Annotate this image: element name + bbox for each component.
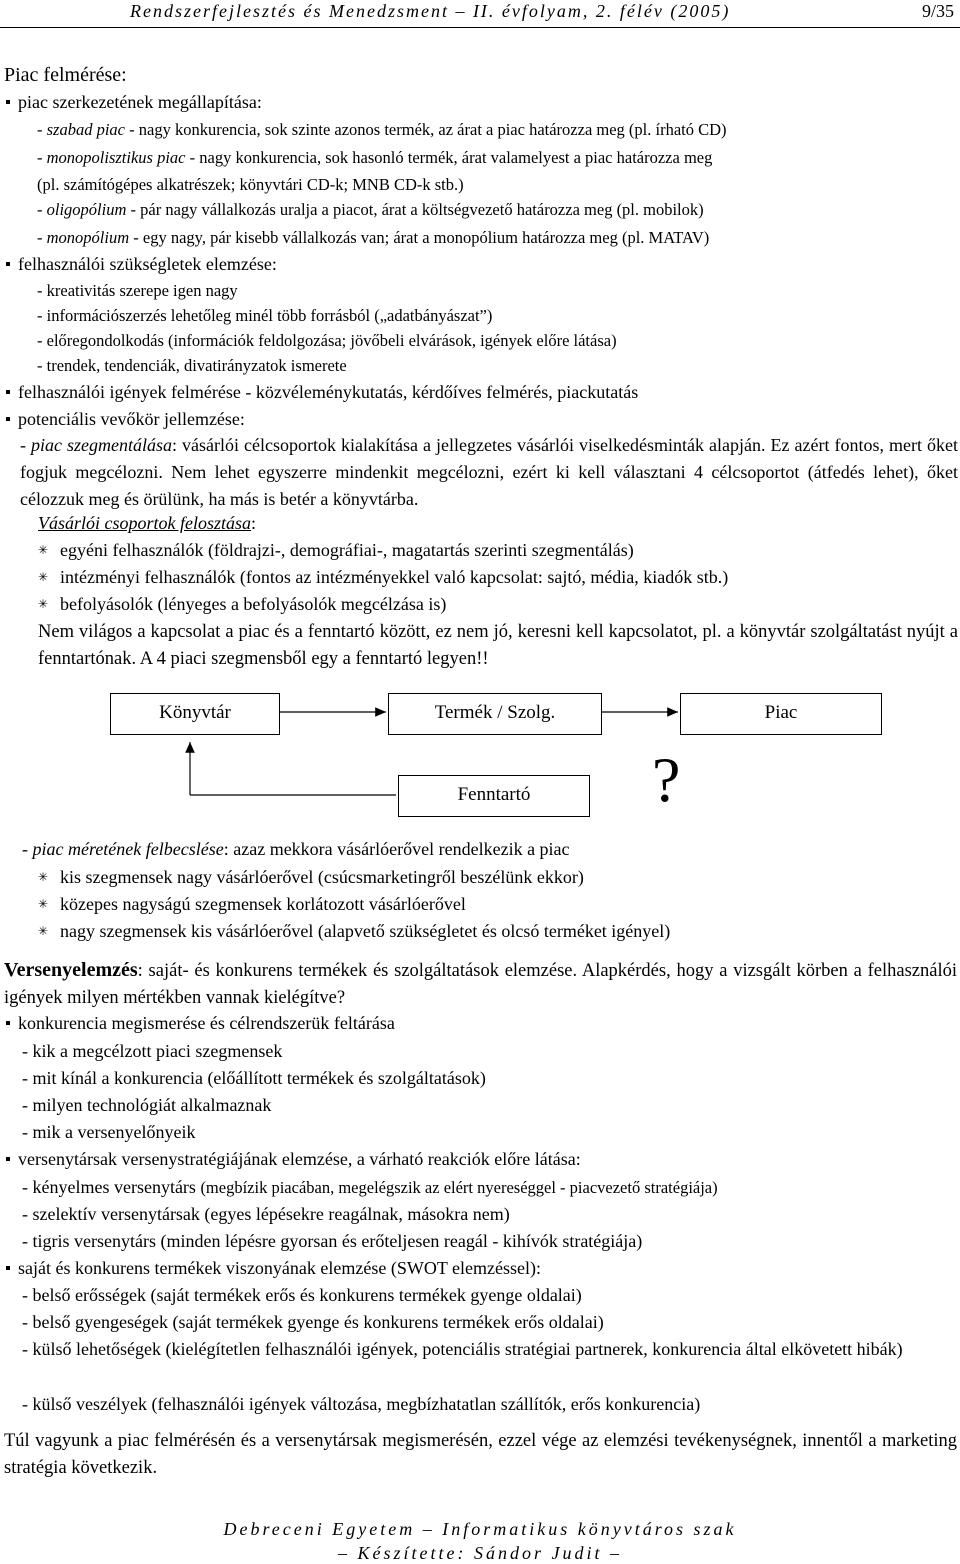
term: oligopólium xyxy=(46,200,127,219)
page-number: 9/35 xyxy=(921,1,954,21)
asterisk-icon: ✳ xyxy=(38,597,49,611)
definition: : vásárlói célcsoportok kialakítása a jellegzetes vásárlói viselkedésminták alapján. Ez azért fontos, mert őket fogjuk megcélozni. Nem lehet egyszerre mindenkit megcélozni, ezért ki kell választani 4 célcsoportot (átfedés lehet), őket célozzuk meg és örülünk, ha más is betér a könyvtárba. xyxy=(20,435,959,509)
bullet-icon xyxy=(6,1266,10,1270)
list-item: - trendek, tendenciák, divatirányzatok ismerete xyxy=(37,356,347,375)
asterisk-icon: ✳ xyxy=(38,543,49,557)
term: szabad piac xyxy=(46,120,125,139)
list-item: - belső erősségek (saját termékek erős és konkurens termékek gyenge oldalai) xyxy=(22,1285,582,1305)
list-item: - információszerzés lehetőleg minél több forrásból („adatbányászat”) xyxy=(37,306,493,325)
list-item: - tigris versenytárs (minden lépésre gyorsan és erőteljesen reagál - kihívók stratégiája) xyxy=(22,1231,643,1251)
item-text: egyéni felhasználók (földrajzi-, demográfiai-, magatartás szerinti szegmentálás) xyxy=(60,540,634,560)
bullet-competitors xyxy=(4,1012,395,1034)
market-type-free: - szabad piac - nagy konkurencia, sok szinte azonos termék, az árat a piac határozza meg (pl. írható CD) xyxy=(37,120,727,139)
bullet-user-needs xyxy=(4,253,277,275)
bullet-text: felhasználói szükségletek elemzése: xyxy=(18,254,277,274)
customer-groups-heading xyxy=(38,512,256,534)
market-type-oligopoly: - oligopólium - pár nagy vállalkozás uralja a piacot, árat a költségvezető határozza meg (pl. mobilok) xyxy=(37,200,704,219)
list-item xyxy=(38,866,584,888)
item-text: intézményi felhasználók (fontos az intézményekkel való kapcsolat: sajtó, média, kiadók stb.) xyxy=(60,567,729,587)
bullet-market-structure xyxy=(4,91,262,113)
list-item: - kik a megcélzott piaci szegmensek xyxy=(22,1041,283,1061)
intro-text: : saját- és konkurens termékek és szolgáltatások elemzése. Alapkérdés, hogy a vizsgált körben a felhasználói igények milyen mértékben vannak kielégítve? xyxy=(4,961,957,1008)
term: monopólium xyxy=(46,228,130,247)
list-item xyxy=(38,566,728,588)
bullet-icon xyxy=(6,417,10,421)
bullet-competitor-strategy xyxy=(4,1148,581,1170)
bullet-user-demands xyxy=(4,381,638,403)
relationship-diagram xyxy=(0,685,960,825)
asterisk-icon: ✳ xyxy=(38,570,49,584)
bullet-potential-customers xyxy=(4,408,245,430)
term: piac szegmentálása xyxy=(31,435,173,455)
list-item xyxy=(38,893,466,915)
item-text: - kényelmes versenytárs xyxy=(22,1177,201,1197)
footer-author: – Készítette: Sándor Judit – xyxy=(338,1543,622,1563)
definition: - nagy konkurencia, sok szinte azonos termék, az árat a piac határozza meg (pl. írható CD) xyxy=(125,120,727,139)
heading-colon: : xyxy=(251,513,257,533)
term: piac méretének felbecslése xyxy=(32,839,224,859)
bullet-text: versenytársak versenystratégiájának elemzése, a várható reakciók előre látása: xyxy=(18,1149,581,1169)
list-item xyxy=(38,920,670,942)
section-title-competition: Versenyelemzés xyxy=(4,959,138,981)
market-type-monopolistic: - monopolisztikus piac - nagy konkurencia, sok hasonló termék, árat valamelyest a piac határozza meg xyxy=(37,148,713,167)
footer-institution: Debreceni Egyetem – Informatikus könyvtáros szak xyxy=(223,1519,737,1539)
bullet-text: saját és konkurens termékek viszonyának elemzése (SWOT elemzéssel): xyxy=(18,1258,541,1278)
list-item: - előregondolkodás (információk feldolgozása; jövőbeli elvárások, igények előre látása) xyxy=(37,331,617,350)
market-type-monopoly: - monopólium - egy nagy, pár kisebb vállalkozás van; árat a monopólium határozza meg (pl. MATAV) xyxy=(37,228,710,247)
bullet-text: konkurencia megismerése és célrendszerük feltárása xyxy=(18,1013,395,1033)
item-text: kis szegmensek nagy vásárlóerővel (csúcsmarketingről beszélünk ekkor) xyxy=(60,867,584,887)
list-item xyxy=(38,593,446,615)
item-text: befolyásolók (lényeges a befolyásolók megcélzása is) xyxy=(60,594,447,614)
competition-intro xyxy=(4,957,957,1012)
term: monopolisztikus piac xyxy=(46,148,186,167)
bullet-swot xyxy=(4,1257,541,1279)
item-text: közepes nagyságú szegmensek korlátozott vásárlóerővel xyxy=(60,894,466,914)
header-title: Rendszerfejlesztés és Menedzsment – II. évfolyam, 2. félév (2005) xyxy=(130,1,731,21)
definition: - egy nagy, pár kisebb vállalkozás van; árat a monopólium határozza meg (pl. MATAV) xyxy=(129,228,710,247)
list-item: - szelektív versenytársak (egyes lépésekre reagálnak, másokra nem) xyxy=(22,1204,510,1224)
bullet-text: piac szerkezetének megállapítása: xyxy=(18,92,262,112)
list-item: - milyen technológiát alkalmaznak xyxy=(22,1095,272,1115)
box-maintainer: Fenntartó xyxy=(398,775,590,817)
list-item: - belső gyengeségek (saját termékek gyenge és konkurens termékek erős oldalai) xyxy=(22,1312,604,1332)
note-paragraph: Nem világos a kapcsolat a piac és a fenntartó között, ez nem jó, keresni kell kapcsolatot, pl. a könyvtár szolgáltatást nyújt a fenntartónak. A 4 piaci szegmensből egy a fenntartó legyen!! xyxy=(38,622,958,669)
page-header xyxy=(0,0,960,26)
item-detail: (megbízik piacában, megelégszik az elért nyereséggel - piacvezető stratégiája) xyxy=(200,1178,718,1197)
header-rule xyxy=(0,27,960,28)
item-text: nagy szegmensek kis vásárlóerővel (alapvető szükségletet és olcsó terméket igényel) xyxy=(60,921,671,941)
definition: - pár nagy vállalkozás uralja a piacot, árat a költségvezető határozza meg (pl. mobilok) xyxy=(126,200,704,219)
list-item: - külső lehetőségek (kielégítetlen felhasználói igények, potenciális stratégiai partnerek, konkurencia által elkövetett hibák) xyxy=(22,1339,903,1359)
definition: - nagy konkurencia, sok hasonló termék, árat valamelyest a piac határozza meg xyxy=(185,148,713,167)
market-size-heading: - piac méretének felbecslése: azaz mekkora vásárlóerővel rendelkezik a piac xyxy=(22,839,570,859)
bullet-icon xyxy=(6,1021,10,1025)
bullet-icon xyxy=(6,390,10,394)
heading-text: Vásárlói csoportok felosztása xyxy=(38,513,252,533)
market-type-monopolistic-cont: (pl. számítógépes alkatrészek; könyvtári CD-k; MNB CD-k stb.) xyxy=(37,175,464,194)
list-item xyxy=(38,539,634,561)
bullet-icon xyxy=(6,100,10,104)
asterisk-icon: ✳ xyxy=(38,870,49,884)
definition: : azaz mekkora vásárlóerővel rendelkezik a piac xyxy=(223,839,570,859)
asterisk-icon: ✳ xyxy=(38,897,49,911)
box-library: Könyvtár xyxy=(110,693,280,735)
asterisk-icon: ✳ xyxy=(38,924,49,938)
closing-paragraph: Túl vagyunk a piac felmérésén és a versenytársak megismerésén, ezzel vége az elemzési tevékenységnek, innentől a marketing stratégia következik. xyxy=(4,1431,957,1478)
box-market: Piac xyxy=(680,693,882,735)
list-item: - mik a versenyelőnyeik xyxy=(22,1122,196,1142)
question-mark: ? xyxy=(652,744,681,815)
section-title-market: Piac felmérése: xyxy=(4,64,127,86)
bullet-icon xyxy=(6,1157,10,1161)
list-item: - mit kínál a konkurencia (előállított termékek és szolgáltatások) xyxy=(22,1068,486,1088)
list-item: - külső veszélyek (felhasználói igények változása, megbízhatatlan szállítók, erős konkurencia) xyxy=(22,1394,701,1414)
bullet-text: felhasználói igények felmérése - közvéleménykutatás, kérdőíves felmérés, piackutatás xyxy=(18,382,639,402)
bullet-icon xyxy=(6,262,10,266)
segmentation-paragraph: - piac szegmentálása: vásárlói célcsoportok kialakítása a jellegzetes vásárlói viselkedésminták alapján. Ez azért fontos, mert őket fogjuk megcélozni. Nem lehet egyszerre mindenkit megcélozni, ezért ki kell választani 4 célcsoportot (átfedés lehet), őket célozzuk meg és örülünk, ha más is betér a könyvtárba. xyxy=(20,435,959,509)
bullet-text: potenciális vevőkör jellemzése: xyxy=(18,409,245,429)
box-product-service: Termék / Szolg. xyxy=(388,693,602,735)
list-item xyxy=(22,1176,718,1199)
list-item: - kreativitás szerepe igen nagy xyxy=(37,281,238,300)
